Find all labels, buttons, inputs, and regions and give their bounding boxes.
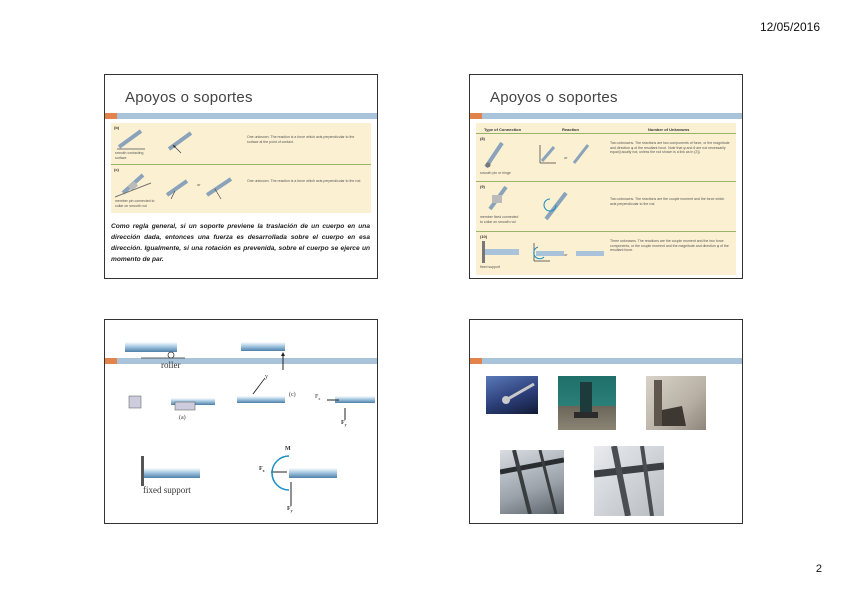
title-bar-accent [470,358,482,364]
smooth-surface-label: smooth contacting surface [115,151,144,160]
document-date: 12/05/2016 [759,20,820,34]
row-description: Three unknowns. The reactions are the couple moment and the two force components, or the couple moment and the magnitude and direction φ of the resultant force. [610,239,729,252]
photo-concrete-support [646,376,706,430]
row-label: fixed support [480,265,501,269]
force-label-fx-fixed: $F_x$ [259,466,265,474]
title-bar-accent [470,113,482,119]
fixed-support-sketch [482,241,604,263]
pin-sketch [486,143,589,168]
moment-label: M [285,446,291,452]
collar-label: member pin connected to collar on smooth rod [115,199,155,208]
fixed-collar-sketch [490,187,566,219]
photo-steel-beams [594,446,664,516]
col-header-type: Type of Connection [484,127,522,132]
pin-support-sketch [129,378,375,420]
roller-label: roller [161,360,181,370]
row-description: Two unknowns. The reactions are the couple moment and the force which acts perpendicular to the rod. [610,197,725,206]
row-label: member fixed connected to collar on smooth rod [480,215,519,224]
row-case: (9) [480,184,485,189]
force-label-fy: $F_y$ [341,420,347,428]
photo-column-base [558,376,616,430]
case-b-description: One unknown. The reaction is a force which acts perpendicular to the surface at the point of contact. [247,135,355,144]
case-c-description: One unknown. The reaction is a force which acts perpendicular to the rod. [247,179,362,183]
title-bar-accent [105,113,117,119]
slide-3 [104,319,378,524]
or-text: or [564,252,568,257]
page-number: 2 [815,563,822,575]
col-header-reaction: Reaction [562,127,579,132]
support-diagram-panel [111,123,371,213]
connection-sketches [476,123,610,275]
support-sketches [111,123,247,213]
photo-pin-connection [486,376,538,414]
fixed-support-sketch [141,456,337,506]
force-label-fx: $F_x$ [315,394,321,402]
smooth-surface-sketch [117,131,191,153]
roller-sketch [125,342,285,370]
slide-1-title: Apoyos o soportes [125,89,253,106]
slide-2-title: Apoyos o soportes [490,89,618,106]
label-c: (c) [289,392,296,398]
force-label-y: y [265,374,268,380]
slide-4 [469,319,743,524]
title-bar [470,358,742,364]
collar-sketch [115,175,231,199]
label-a: (a) [179,415,186,421]
or-text: or [564,155,568,160]
case-c-label: (c) [114,167,119,172]
fixed-support-label: fixed support [143,485,191,495]
or-text: or [197,182,201,187]
row-label: smooth pin or hinge [480,171,511,175]
row-case: (8) [480,136,485,141]
slide-1-caption: Como regla general, si un soporte previene la traslación de un cuerpo en una dirección dada, entonces una fuerza es desarrollada sobre el cuerpo en esa dirección. Igualmente, si una rotación es prevenida, sobre el cuerpo se ejerce un momento de par. [111,223,370,263]
slide-2 [469,74,743,279]
force-label-fy-fixed: $F_y$ [287,506,293,514]
photo-steel-frame [500,450,564,514]
row-case: (10) [480,234,488,239]
title-bar [470,113,742,119]
title-bar [105,113,377,119]
slide-1 [104,74,378,279]
col-header-unknowns: Number of Unknowns [648,127,690,132]
row-description: Two unknowns. The reactions are two components of force, or the magnitude and direction φ of the resultant force. Note that φ and θ are not necessarily equal [usually not, unless the rod shown is a link as in (2)]. [610,141,730,154]
case-b-label: (b) [114,125,120,130]
connection-table [476,123,736,275]
